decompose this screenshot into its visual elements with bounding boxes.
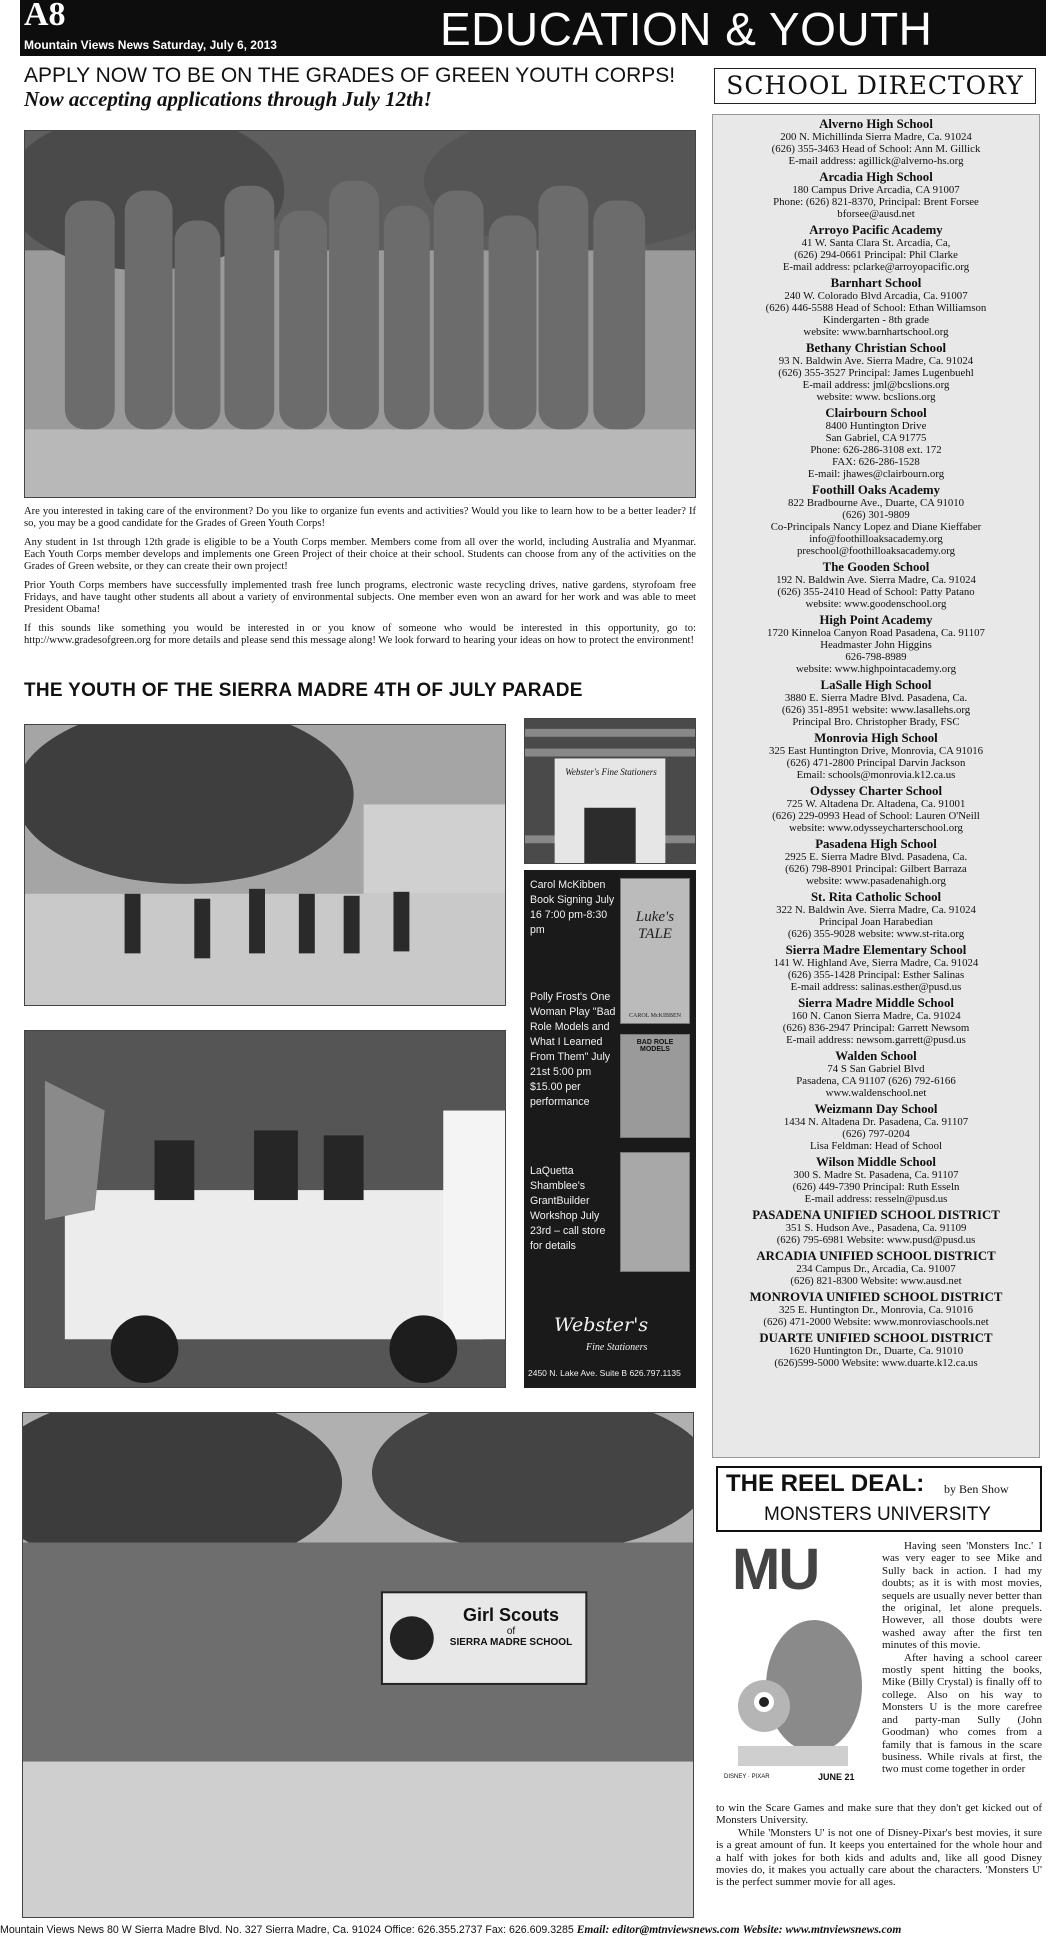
district-entry-name: ARCADIA UNIFIED SCHOOL DISTRICT [756, 1249, 996, 1263]
school-entry-detail: (626) 471-2800 Principal Darvin Jackson [786, 757, 966, 769]
school-entry [713, 731, 1039, 781]
school-entry-name: Sierra Madre Middle School [798, 996, 954, 1010]
district-entry [713, 1331, 1039, 1369]
footer-address: Mountain Views News 80 W Sierra Madre Blvd. No. 327 Sierra Madre, Ca. 91024 Office: 626.355.2737 Fax: 626.609.3285 [0, 1924, 574, 1936]
websters-ad [524, 870, 696, 1388]
review-paragraph: Having seen 'Monsters Inc.' I was very eager to see Mike and Sully back in action. I had my doubts; as it is with most movies, sequels are usually never better than the original, let alone prequels. However, all those doubts were washed away after the first ten minutes of this movie. [882, 1540, 1042, 1652]
district-entry-name: MONROVIA UNIFIED SCHOOL DISTRICT [749, 1290, 1003, 1304]
review-paragraph: to win the Scare Games and make sure that they don't get kicked out of Monsters University. [716, 1802, 1042, 1827]
school-entry-name: St. Rita Catholic School [810, 890, 942, 904]
school-entry-detail: website: www.barnhartschool.org [803, 326, 949, 338]
poster-brand: DISNEY · PIXAR [724, 1774, 770, 1780]
school-entry-detail: (626) 446-5588 Head of School: Ethan Williamson [765, 302, 987, 314]
school-entry-detail: Phone: 626-286-3108 ext. 172 [810, 444, 942, 456]
youth-corps-group-photo [24, 130, 696, 498]
school-entry-name: Foothill Oaks Academy [812, 483, 940, 497]
websters-logo: Webster's [554, 1314, 649, 1336]
school-entry-detail: (626) 229-0993 Head of School: Lauren O'Neill [772, 810, 980, 822]
school-entry-detail: (626) 355-3527 Principal: James Lugenbuehl [778, 367, 974, 379]
school-entry-detail: E-mail address: jml@bcslions.org [802, 379, 950, 391]
district-entry [713, 1290, 1039, 1328]
school-entry-detail: Phone: (626) 821-8370, Principal: Brent Forsee [773, 196, 979, 208]
school-entry-detail: 626-798-8989 [845, 651, 907, 663]
school-entry-detail: E-mail address: pclarke@arroyopacific.org [782, 261, 970, 273]
district-entry-detail: 325 E. Huntington Dr., Monrovia, Ca. 91016 [778, 1304, 974, 1316]
banner-line-2: of [506, 1626, 516, 1637]
school-entry [713, 483, 1039, 557]
school-entry-detail: 8400 Huntington Drive [825, 420, 927, 432]
school-entry-name: Weizmann Day School [814, 1102, 938, 1116]
district-entry-detail: (626)599-5000 Website: www.duarte.k12.ca.us [774, 1357, 978, 1369]
school-entry-name: Sierra Madre Elementary School [785, 943, 967, 957]
school-entry-detail: E-mail address: newsom.garrett@pusd.us [786, 1034, 966, 1046]
school-entry-detail: (626) 798-8901 Principal: Gilbert Barraza [785, 863, 967, 875]
district-entry-detail: 351 S. Hudson Ave., Pasadena, Ca. 91109 [785, 1222, 967, 1234]
district-entry-detail: (626) 821-8300 Website: www.ausd.net [790, 1275, 962, 1287]
school-entry [713, 613, 1039, 675]
school-entry-detail: www.waldenschool.net [825, 1087, 927, 1099]
school-entry-detail: Principal Joan Harabedian [819, 916, 933, 928]
school-entry [713, 678, 1039, 728]
book-author: CAROL McKIBBEN [629, 1013, 681, 1019]
article-paragraph: Prior Youth Corps members have successfully implemented trash free lunch programs, electronic waste recycling drives, native gardens, styrofoam free Fridays, and have taught other students all about a variety of environmental subjects. One member even won an award for her work and was able to meet President Obama! [24, 580, 696, 615]
school-entry-name: Walden School [835, 1049, 917, 1063]
school-entry-detail: (626) 836-2947 Principal: Garrett Newsom [782, 1022, 970, 1034]
school-entry-detail: 2925 E. Sierra Madre Blvd. Pasadena, Ca. [784, 851, 968, 863]
monsters-university-poster [718, 1536, 876, 1796]
reel-deal-header [716, 1466, 1042, 1532]
school-entry-detail: 192 N. Baldwin Ave. Sierra Madre, Ca. 91024 [776, 574, 976, 586]
school-entry-detail: 200 N. Michillinda Sierra Madre, Ca. 91024 [780, 131, 972, 143]
school-entry [713, 170, 1039, 220]
school-entry-detail: (626) 797-0204 [842, 1128, 910, 1140]
school-entry-detail: website: www. bcslions.org [816, 391, 936, 403]
ad-event-play: Polly Frost's One Woman Play "Bad Role Models and What I Learned From Them" July 21st 5:00 pm $15.00 per performance [530, 991, 616, 1108]
websters-storefront-photo [524, 718, 696, 864]
school-entry-detail: 725 W. Altadena Dr. Altadena, Ca. 91001 [786, 798, 966, 810]
school-entry [713, 117, 1039, 167]
school-entry-detail: FAX: 626-286-1528 [832, 456, 920, 468]
school-entry-name: Arcadia High School [819, 170, 933, 184]
school-entry-detail: E-mail address: salinas.esther@pusd.us [790, 981, 962, 993]
district-entry [713, 1249, 1039, 1287]
district-entry-name: PASADENA UNIFIED SCHOOL DISTRICT [752, 1208, 1000, 1222]
school-entry-name: Pasadena High School [815, 837, 937, 851]
school-entry-detail: 822 Bradbourne Ave., Duarte, CA 91010 [787, 497, 965, 509]
school-entry-detail: Co-Principals Nancy Lopez and Diane Kieffaber [770, 521, 982, 533]
school-entry-detail: (626) 355-1428 Principal: Esther Salinas [787, 969, 965, 981]
reel-deal-byline: by Ben Show [944, 1482, 1009, 1496]
district-entry-detail: (626) 471-2000 Website: www.monroviaschools.net [763, 1316, 989, 1328]
school-entry-detail: 93 N. Baldwin Ave. Sierra Madre, Ca. 91024 [778, 355, 974, 367]
school-entry-detail: Kindergarten - 8th grade [822, 314, 930, 326]
school-entry-detail: 322 N. Baldwin Ave. Sierra Madre, Ca. 91024 [776, 904, 976, 916]
youth-corps-article [24, 506, 696, 654]
school-entry-name: LaSalle High School [820, 678, 932, 692]
school-entry-detail: 160 N. Canon Sierra Madre, Ca. 91024 [791, 1010, 961, 1022]
school-entry-name: Arroyo Pacific Academy [809, 223, 943, 237]
school-directory [712, 114, 1040, 1458]
school-entry-detail: E-mail address: agillick@alverno-hs.org [788, 155, 964, 167]
storefront-sign: Webster's Fine Stationers [565, 767, 657, 777]
school-entry-name: Monrovia High School [814, 731, 938, 745]
book-title: Luke's TALE [635, 909, 675, 942]
school-entry-detail: 300 S. Madre St. Pasadena, Ca. 91107 [793, 1169, 959, 1181]
school-entry-name: Alverno High School [819, 117, 933, 131]
school-entry-name: Clairbourn School [825, 406, 927, 420]
article-paragraph: Are you interested in taking care of the environment? Do you like to organize fun events and activities? Would you like to learn how to be a better leader? If so, you may be a good candidate for the Grades of Green Youth Corps! [24, 506, 696, 529]
reel-deal-title: THE REEL DEAL: [726, 1470, 925, 1497]
school-entry-name: Bethany Christian School [805, 341, 947, 355]
school-entry-detail: 141 W. Highland Ave, Sierra Madre, Ca. 91024 [773, 957, 979, 969]
school-entry [713, 223, 1039, 273]
parade-section-title: THE YOUTH OF THE SIERRA MADRE 4TH OF JULY PARADE [24, 680, 583, 701]
school-entry-name: Wilson Middle School [816, 1155, 936, 1169]
school-entry-detail: E-mail: jhawes@clairbourn.org [807, 468, 945, 480]
school-entry-detail: (626) 294-0661 Principal: Phil Clarke [794, 249, 958, 261]
district-entry-name: DUARTE UNIFIED SCHOOL DISTRICT [759, 1331, 993, 1345]
school-entry-detail: Pasadena, CA 91107 (626) 792-6166 [796, 1075, 956, 1087]
school-entry-detail: website: www.highpointacademy.org [795, 663, 957, 675]
school-entry [713, 1049, 1039, 1099]
school-entry-detail: 325 East Huntington Drive, Monrovia, CA 91016 [768, 745, 984, 757]
school-entry-detail: 74 S San Gabriel Blvd [827, 1063, 925, 1075]
lukes-tale-book-cover [620, 878, 690, 1024]
school-entry-name: High Point Academy [819, 613, 933, 627]
parade-truck-photo [24, 1030, 506, 1388]
school-entry-detail: info@foothilloaksacademy.org [809, 533, 943, 545]
school-entry-detail: (626) 355-3463 Head of School: Ann M. Gillick [771, 143, 981, 155]
school-entry-detail: website: www.goodenschool.org [805, 598, 947, 610]
section-title: EDUCATION & YOUTH [440, 3, 933, 55]
girl-scouts-photo [22, 1412, 694, 1918]
websters-logo-sub: Fine Stationers [586, 1342, 648, 1353]
directory-list [713, 115, 1039, 1372]
school-entry-detail: San Gabriel, CA 91775 [825, 432, 927, 444]
footer [0, 1924, 1056, 1936]
school-entry-detail: 240 W. Colorado Blvd Arcadia, Ca. 91007 [784, 290, 968, 302]
school-entry-detail: (626) 355-9028 website: www.st-rita.org [787, 928, 965, 940]
school-entry [713, 406, 1039, 480]
school-entry-detail: (626) 301-9809 [842, 509, 910, 521]
school-entry-name: Barnhart School [830, 276, 922, 290]
school-entry-detail: preschool@foothilloaksacademy.org [796, 545, 956, 557]
review-paragraph: While 'Monsters U' is not one of Disney-Pixar's best movies, it sure is a great amount of fun. It keeps you entertained for the whole hour and a half with jokes for both kids and adults and, like all good Disney movies do, it makes you actually care about the characters. 'Monsters U' is the perfect summer movie for all ages. [716, 1826, 1042, 1889]
district-entry-detail: (626) 795-6981 Website: www.pusd@pusd.us [776, 1234, 976, 1246]
school-entry [713, 890, 1039, 940]
school-entry-detail: 41 W. Santa Clara St. Arcadia, Ca, [801, 237, 951, 249]
ad-event-book-signing: Carol McKibben Book Signing July 16 7:00 pm-8:30 pm [530, 879, 615, 936]
school-entry [713, 1102, 1039, 1152]
school-entry-detail: 180 Campus Drive Arcadia, CA 91007 [792, 184, 960, 196]
school-entry [713, 996, 1039, 1046]
article-paragraph: If this sounds like something you would be interested in or you know of someone who would be interested in this opportunity, go to: http://www.gradesofgreen.org for more details and please send this message along! We look forward to hearing your ideas on how to protect the environment! [24, 623, 696, 646]
school-entry-detail: Email: schools@monrovia.k12.ca.us [796, 769, 956, 781]
reel-deal-movie: MONSTERS UNIVERSITY [764, 1504, 991, 1525]
directory-title: SCHOOL DIRECTORY [726, 71, 1024, 100]
banner-line-3: SIERRA MADRE SCHOOL [449, 1637, 573, 1648]
school-entry-name: The Gooden School [822, 560, 930, 574]
school-entry [713, 276, 1039, 338]
district-entry [713, 1208, 1039, 1246]
book-title: BAD ROLE MODELS [636, 1039, 674, 1053]
poster-date: JUNE 21 [818, 1772, 855, 1782]
school-entry [713, 784, 1039, 834]
school-entry-detail: 1720 Kinneloa Canyon Road Pasadena, Ca. 91107 [767, 627, 985, 639]
school-entry [713, 943, 1039, 993]
school-entry-detail: website: www.odysseycharterschool.org [789, 822, 963, 834]
parade-marchers-photo [24, 724, 506, 1006]
banner-line-1: Girl Scouts [462, 1605, 560, 1625]
school-entry-detail: Headmaster John Higgins [820, 639, 932, 651]
subhead: Now accepting applications through July 12th! [24, 87, 432, 111]
school-entry-detail: 3880 E. Sierra Madre Blvd. Pasadena, Ca. [784, 692, 968, 704]
school-entry-detail: bforsee@ausd.net [837, 208, 915, 220]
footer-email[interactable]: Email: editor@mtnviewsnews.com [576, 1924, 740, 1936]
poster-logo: MU [732, 1537, 819, 1602]
review-paragraph: After having a school career mostly spent hitting the books, Mike (Billy Crystal) is finally off to college. Also on his way to Monsters U is the more carefree and party-man Sully (John Goodman) who comes from a family that is famous in the scare business. While rivals at first, the two must come together in order [882, 1651, 1042, 1776]
school-entry-detail: Principal Bro. Christopher Brady, FSC [792, 716, 960, 728]
ad-event-workshop: LaQuetta Shamblee's GrantBuilder Workshop July 23rd – call store for details [530, 1165, 606, 1252]
district-entry-detail: 234 Campus Dr., Arcadia, Ca. 91007 [796, 1263, 956, 1275]
paper-dateline: Mountain Views News Saturday, July 6, 2013 [24, 38, 277, 52]
school-entry-detail: 1434 N. Altadena Dr. Pasadena, Ca. 91107 [783, 1116, 969, 1128]
school-entry-detail: (626) 355-2410 Head of School: Patty Patano [777, 586, 975, 598]
grantbuilder-book-cover [620, 1152, 690, 1272]
headline: APPLY NOW TO BE ON THE GRADES OF GREEN YOUTH CORPS! [24, 64, 676, 87]
school-entry [713, 341, 1039, 403]
school-entry-name: Odyssey Charter School [810, 784, 942, 798]
directory-title-box [714, 68, 1036, 104]
review-column-top [882, 1540, 1042, 1776]
article-paragraph: Any student in 1st through 12th grade is eligible to be a Youth Corps member. Members come from all over the world, including Australia and Myanmar. Each Youth Corps member develops and implements one Green Project of their choice at their school. Students can choose from any of the activities on the Grades of Green website, or they can create their own project! [24, 537, 696, 572]
school-entry [713, 837, 1039, 887]
page-number: A8 [24, 0, 66, 33]
footer-website[interactable]: Website: www.mtnviewsnews.com [742, 1924, 902, 1936]
school-entry-detail: (626) 351-8951 website: www.lasallehs.org [781, 704, 971, 716]
district-entry-detail: 1620 Huntington Dr., Duarte, Ca. 91010 [788, 1345, 964, 1357]
school-entry-detail: (626) 449-7390 Principal: Ruth Esseln [792, 1181, 960, 1193]
school-entry [713, 560, 1039, 610]
masthead [20, 0, 1046, 56]
school-entry [713, 1155, 1039, 1205]
school-entry-detail: website: www.pasadenahigh.org [806, 875, 946, 887]
websters-address: 2450 N. Lake Ave. Suite B 626.797.1135 [528, 1368, 681, 1378]
review-column-bottom [716, 1802, 1042, 1889]
girl-scouts-banner-text [441, 1605, 581, 1648]
school-entry-detail: E-mail address: resseln@pusd.us [804, 1193, 948, 1205]
school-entry-detail: Lisa Feldman: Head of School [810, 1140, 942, 1152]
bad-role-models-cover [620, 1034, 690, 1138]
